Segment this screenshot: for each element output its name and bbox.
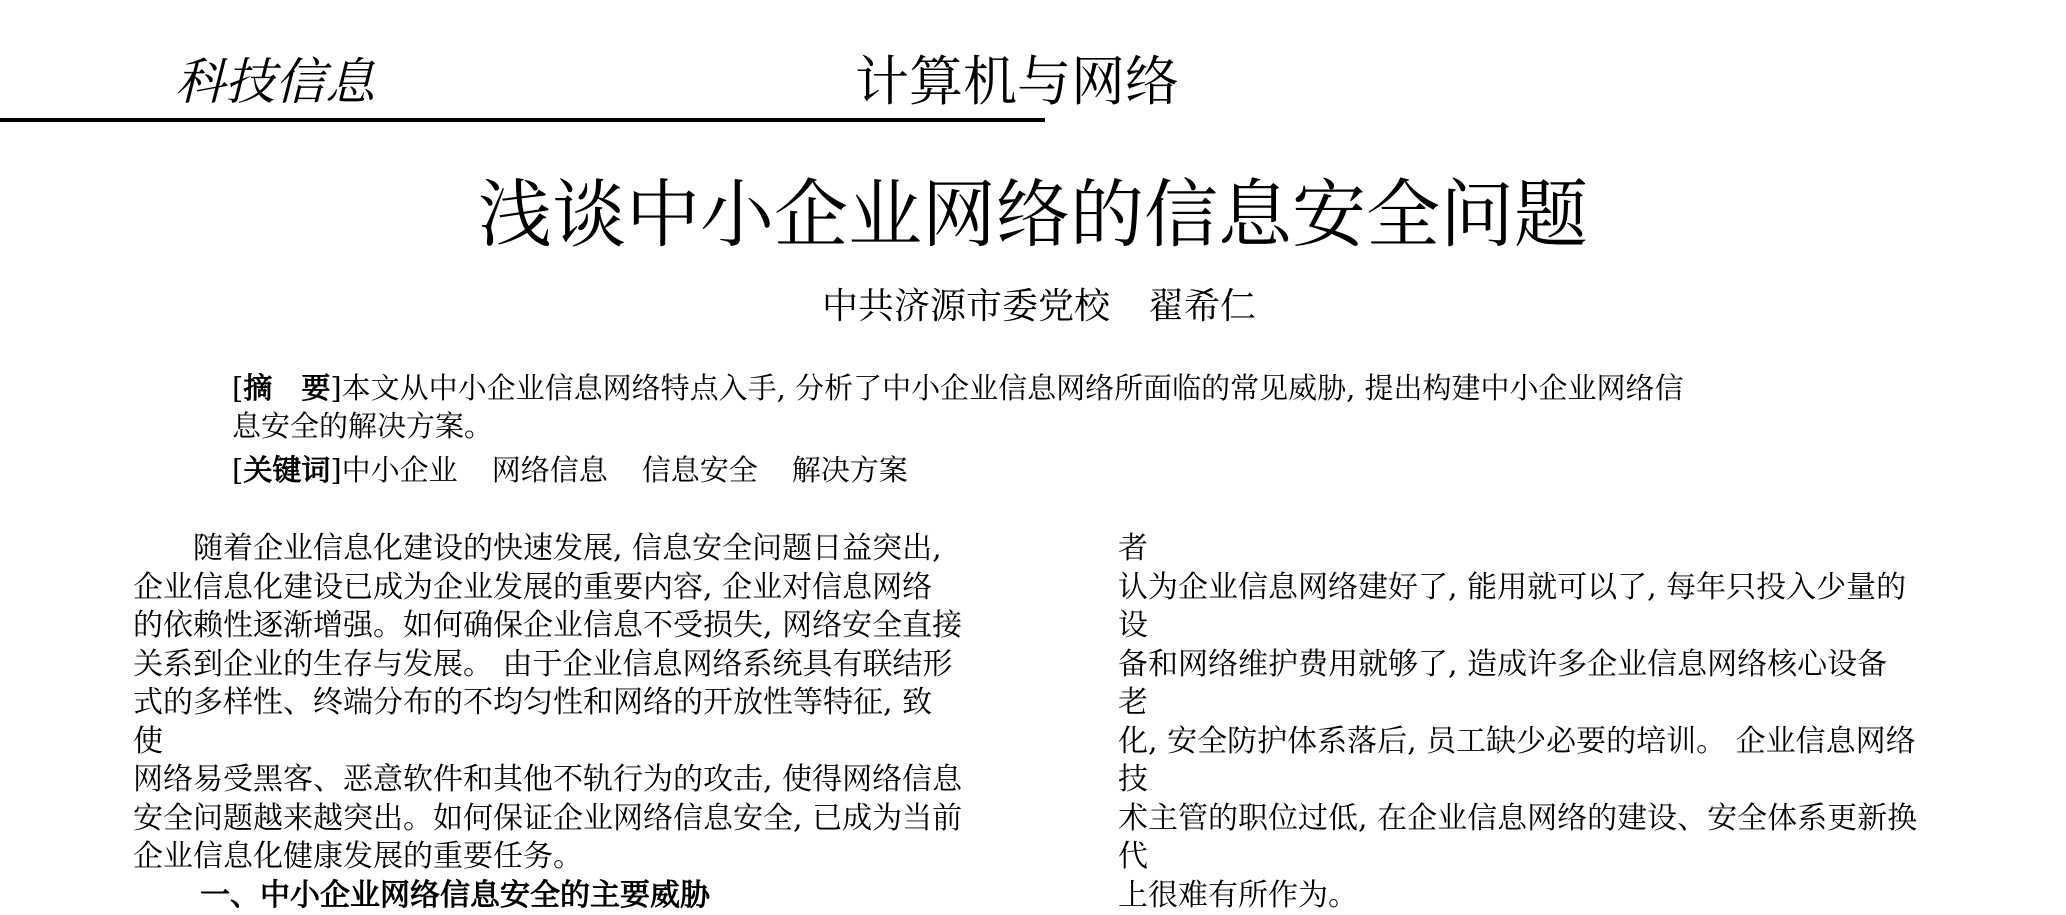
body-line: 关系到企业的生存与发展。 由于企业信息网络系统具有联结形: [133, 646, 1033, 685]
abstract-label-close: ]: [330, 371, 341, 405]
body-line: 的依赖性逐渐增强。如何确保企业信息不受损失, 网络安全直接: [133, 607, 1033, 646]
keywords: [232, 451, 942, 489]
article-title: 浅谈中小企业网络的信息安全问题: [0, 170, 2066, 260]
abstract-label-open: [: [232, 371, 243, 405]
body-line: 老: [1118, 684, 2018, 723]
abstract-text-1: 本文从中小企业信息网络特点入手, 分析了中小企业信息网络所面临的常见威胁, 提出构建中小企业网络信: [342, 371, 1684, 405]
body-line: 者: [1118, 530, 2018, 569]
keywords-label: 关键词: [243, 453, 330, 487]
keyword: 信息安全: [642, 453, 758, 487]
body-line: 认为企业信息网络建好了, 能用就可以了, 每年只投入少量的: [1118, 569, 2018, 608]
keyword: 解决方案: [792, 453, 908, 487]
journal-name: 科技信息: [175, 52, 375, 112]
body-column-left: [133, 530, 1033, 877]
body-line: 上很难有所作为。: [1118, 877, 2018, 915]
byline: [822, 285, 1294, 329]
keywords-label-open: [: [232, 453, 243, 487]
body-line: 企业信息化健康发展的重要任务。: [133, 838, 1033, 877]
author-affiliation: 中共济源市委党校: [822, 286, 1110, 327]
body-line: 备和网络维护费用就够了, 造成许多企业信息网络核心设备: [1118, 646, 2018, 685]
body-line: 企业信息化建设已成为企业发展的重要内容, 企业对信息网络: [133, 569, 1033, 608]
keyword: 网络信息: [492, 453, 608, 487]
keyword: 中小企业: [342, 453, 458, 487]
body-line: 术主管的职位过低, 在企业信息网络的建设、安全体系更新换: [1118, 800, 2018, 839]
body-line: 使: [133, 723, 1033, 762]
abstract: [232, 369, 1882, 445]
abstract-line-2: 息安全的解决方案。: [232, 407, 1882, 445]
body-line: 随着企业信息化建设的快速发展, 信息安全问题日益突出,: [133, 530, 1033, 569]
body-line: 代: [1118, 838, 2018, 877]
section-heading: 一、中小企业网络信息安全的主要威胁: [200, 877, 710, 915]
abstract-label: 摘 要: [243, 371, 330, 405]
section-name: 计算机与网络: [855, 50, 1179, 114]
author-name: 翟希仁: [1148, 286, 1256, 327]
body-line: 式的多样性、终端分布的不均匀性和网络的开放性等特征, 致: [133, 684, 1033, 723]
body-line: 化, 安全防护体系落后, 员工缺少必要的培训。 企业信息网络: [1118, 723, 2018, 762]
body-line: 技: [1118, 761, 2018, 800]
keywords-label-close: ]: [330, 453, 341, 487]
body-line: 安全问题越来越突出。如何保证企业网络信息安全, 已成为当前: [133, 800, 1033, 839]
body-line: 设: [1118, 607, 2018, 646]
body-column-right: [1118, 530, 2018, 915]
header-rule: [0, 118, 1045, 122]
body-line: 网络易受黑客、恶意软件和其他不轨行为的攻击, 使得网络信息: [133, 761, 1033, 800]
abstract-line-1: [232, 369, 1882, 407]
